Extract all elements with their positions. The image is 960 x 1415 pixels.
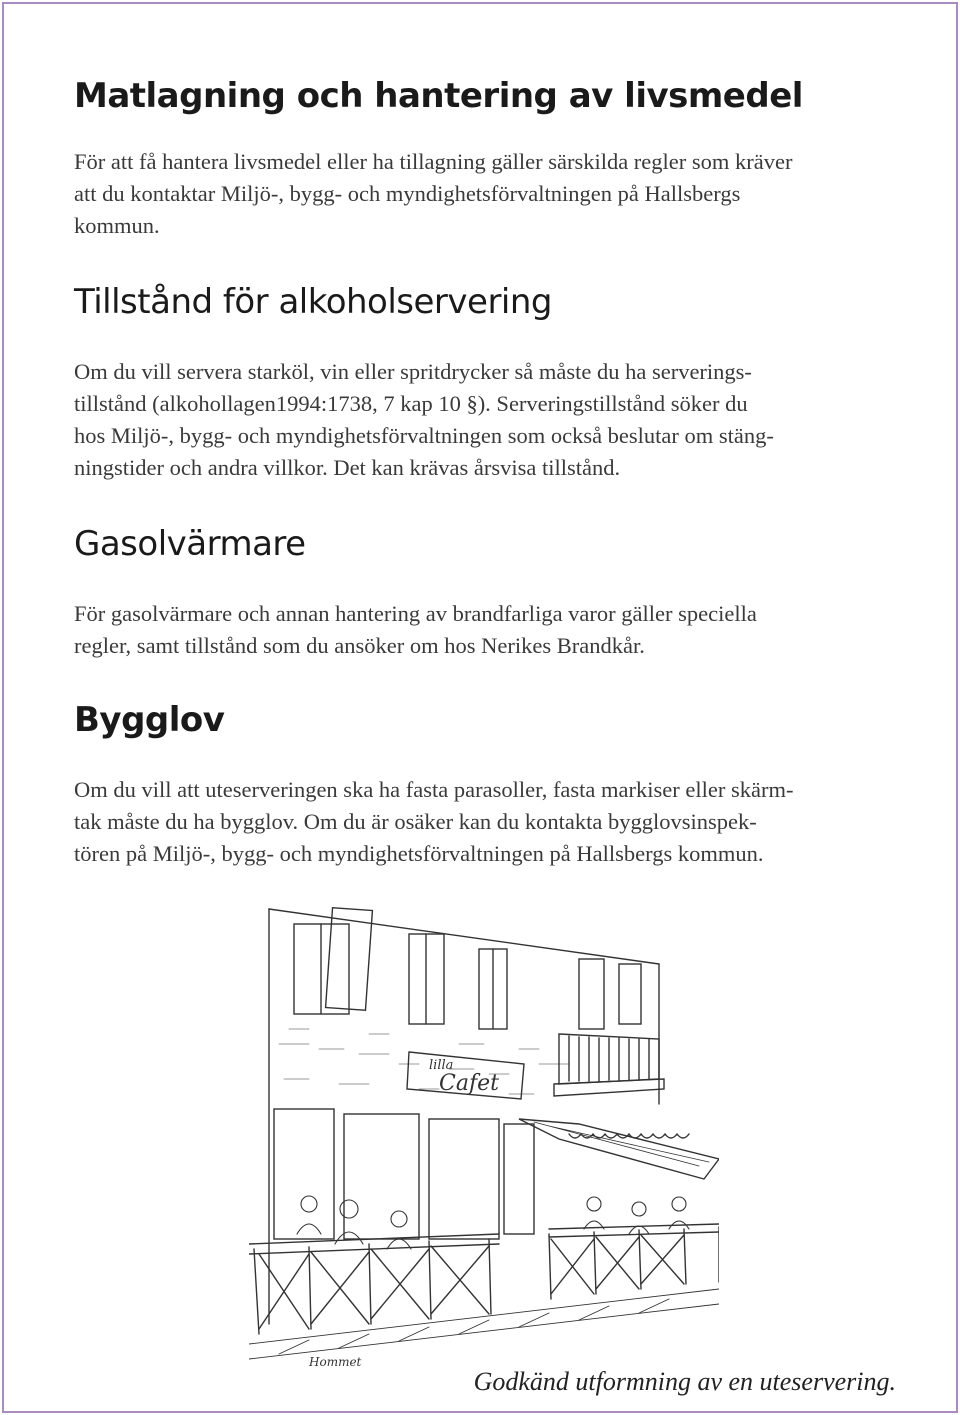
heading-alcohol-permit: Tillstånd för alkoholservering	[74, 282, 552, 322]
balcony	[554, 1034, 664, 1096]
storefront-windows	[274, 1109, 534, 1239]
text-line: kommun.	[74, 213, 160, 238]
awning	[519, 1119, 719, 1179]
sign-small-text: lilla	[429, 1058, 454, 1073]
text-line: ningstider och andra villkor. Det kan krävas årsvisa tillstånd.	[74, 455, 621, 480]
text-line: För att få hantera livsmedel eller ha tillagning gäller särskilda regler som kräver	[74, 149, 793, 174]
brick-texture	[279, 1029, 569, 1094]
paragraph-alcohol-permit	[74, 356, 894, 484]
text-line: tak måste du ha bygglov. Om du är osäker kan du kontakta bygglovsinspek-	[74, 809, 757, 834]
text-line: tören på Miljö-, bygg- och myndighetsförvaltningen på Hallsbergs kommun.	[74, 841, 764, 866]
seated-guests	[297, 1196, 689, 1249]
page-frame	[2, 2, 958, 1413]
sidewalk	[249, 1289, 719, 1359]
text-line: För gasolvärmare och annan hantering av brandfarliga varor gäller speciella	[74, 601, 757, 626]
text-line: Om du vill att uteserveringen ska ha fasta parasoller, fasta markiser eller skärm-	[74, 777, 794, 802]
heading-food-handling: Matlagning och hantering av livsmedel	[74, 76, 803, 116]
text-line: hos Miljö-, bygg- och myndighetsförvaltningen som också beslutar om stäng-	[74, 423, 774, 448]
illustration-caption: Godkänd utformning av en uteservering.	[473, 1367, 896, 1396]
text-line: att du kontaktar Miljö-, bygg- och myndighetsförvaltningen på Hallsbergs	[74, 181, 741, 206]
text-line: Om du vill servera starköl, vin eller spritdrycker så måste du ha serverings-	[74, 359, 752, 384]
railing-right	[549, 1224, 719, 1299]
artist-signature: Hommet	[309, 1355, 362, 1369]
upper-windows	[294, 908, 641, 1029]
sign-main-text: Cafet	[439, 1071, 499, 1096]
text-line: tillstånd (alkohollagen1994:1738, 7 kap 10 §). Serveringstillstånd söker du	[74, 391, 748, 416]
paragraph-food-handling	[74, 146, 894, 242]
roofline	[269, 909, 659, 964]
heading-building-permit: Bygglov	[74, 700, 225, 740]
heading-gas-heater: Gasolvärmare	[74, 524, 306, 564]
paragraph-building-permit	[74, 774, 894, 870]
cafe-sketch-illustration	[249, 904, 719, 1374]
paragraph-gas-heater	[74, 598, 894, 662]
text-line: regler, samt tillstånd som du ansöker om hos Nerikes Brandkår.	[74, 633, 645, 658]
cafe-sign	[407, 1052, 524, 1099]
